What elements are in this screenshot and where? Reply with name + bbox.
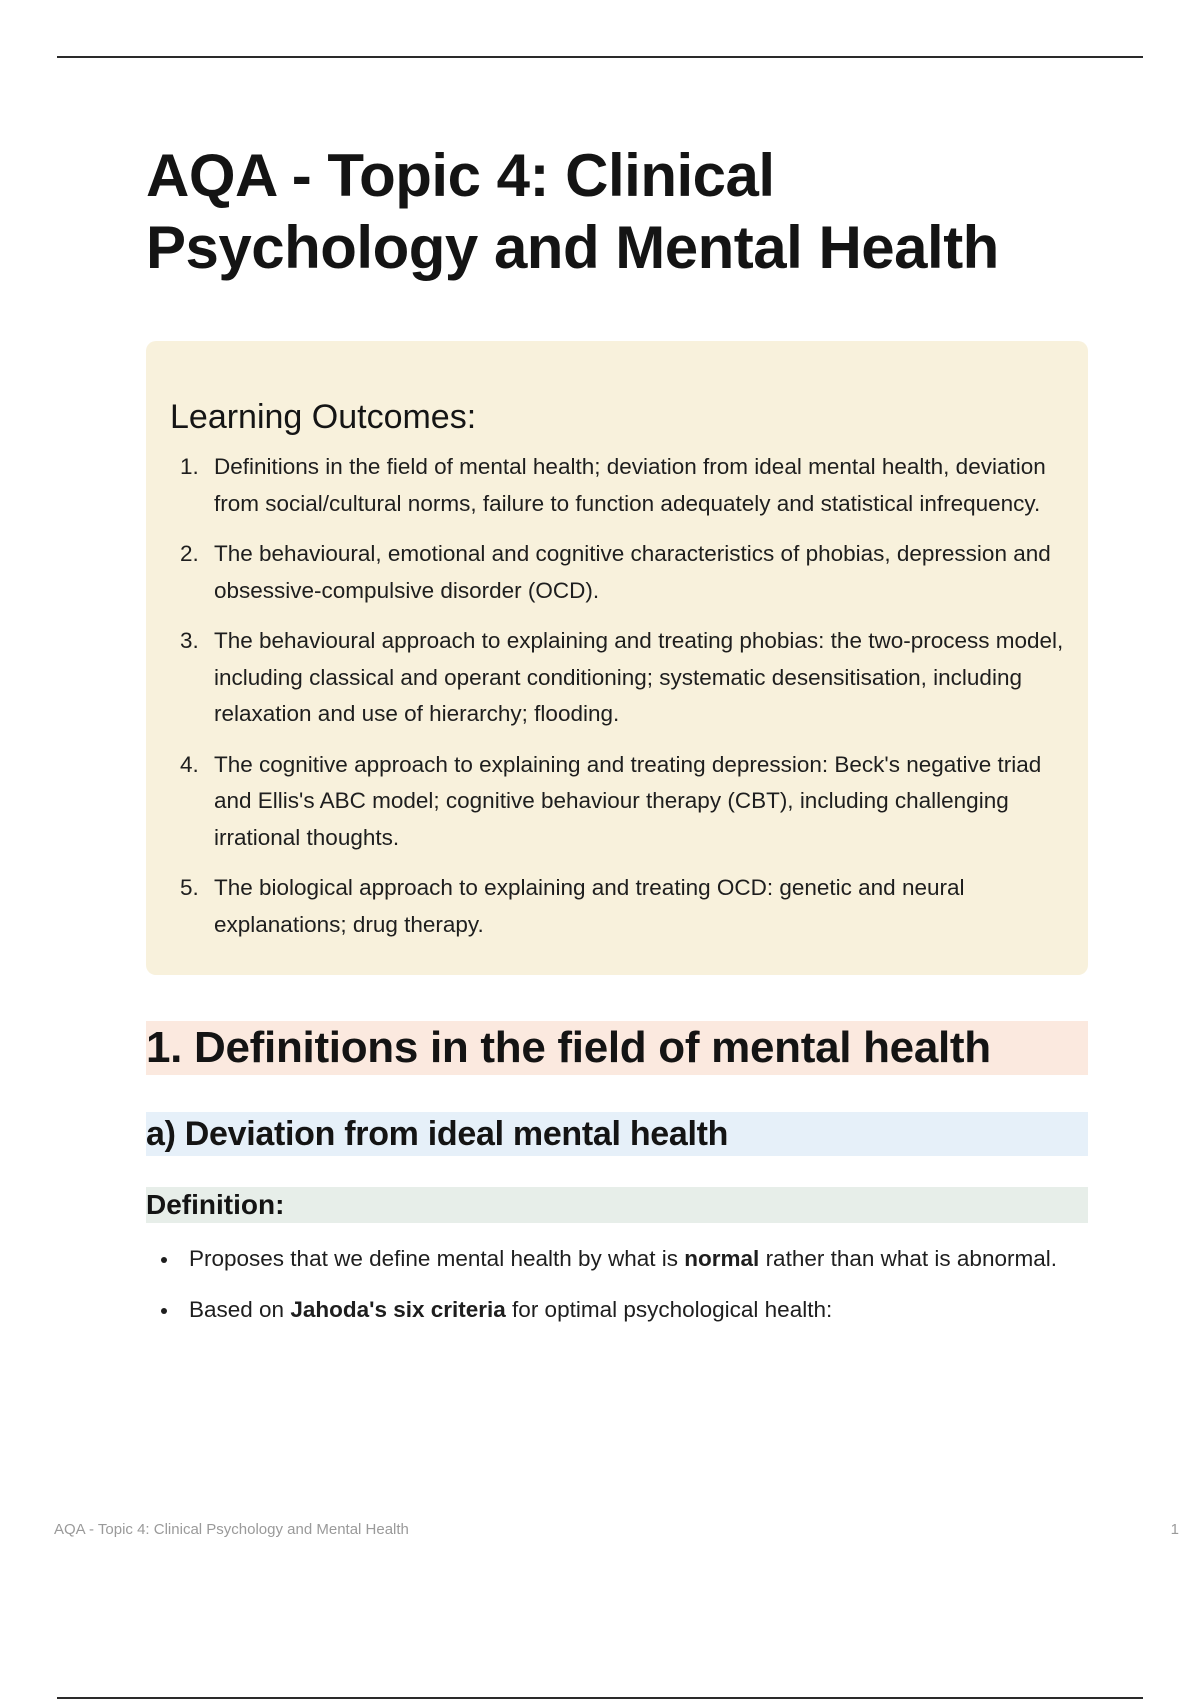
list-item-text: Definitions in the field of mental health; deviation from ideal mental health, deviation from social/cultural norms, failure to function adequately and statistical infrequency. <box>214 454 1046 516</box>
list-item-number: 5. <box>180 875 199 900</box>
section-heading: 1. Definitions in the field of mental health <box>146 1021 1088 1075</box>
list-item <box>170 449 1064 522</box>
list-item-number: 1. <box>180 454 199 479</box>
definition-heading: Definition: <box>146 1187 1088 1223</box>
page-content <box>146 140 1088 1342</box>
list-item-number: 4. <box>180 751 199 777</box>
bullet-bold-text: Jahoda's six criteria <box>290 1296 506 1322</box>
learning-outcomes-callout <box>146 341 1088 975</box>
list-item <box>146 1241 1088 1278</box>
list-item-text: The behavioural approach to explaining and treating phobias: the two-process model, including classical and operant conditioning; systematic desensitisation, including relaxation and use of hierarchy; flooding. <box>214 628 1064 726</box>
subsection-heading: a) Deviation from ideal mental health <box>146 1112 1088 1156</box>
bullet-text: Based on <box>189 1296 291 1322</box>
footer-page-number: 1 <box>1170 1521 1179 1538</box>
learning-outcomes-heading: Learning Outcomes: <box>170 398 477 436</box>
learning-outcomes-list <box>170 449 1064 943</box>
top-rule <box>57 56 1143 58</box>
bullet-icon <box>161 1308 167 1314</box>
list-item <box>170 747 1064 857</box>
list-item-number: 3. <box>180 628 199 653</box>
bullet-bold-text: normal <box>684 1246 760 1271</box>
list-item-text: The behavioural, emotional and cognitive characteristics of phobias, depression and obsessive-compulsive disorder (OCD). <box>214 541 1051 603</box>
list-item <box>170 870 1064 943</box>
list-item <box>170 623 1064 733</box>
bottom-rule <box>57 1697 1143 1699</box>
list-item-text: The cognitive approach to explaining and treating depression: Beck's negative triad and Ellis's ABC model; cognitive behaviour therapy (CBT), including challenging irrational thoughts. <box>214 751 1042 850</box>
definition-bullets <box>146 1241 1088 1328</box>
bullet-text: rather than what is abnormal. <box>759 1246 1057 1271</box>
list-item-text: The biological approach to explaining and treating OCD: genetic and neural explanations; drug therapy. <box>214 875 965 937</box>
footer-document-title: AQA - Topic 4: Clinical Psychology and Mental Health <box>54 1521 409 1538</box>
list-item <box>146 1292 1088 1329</box>
list-item <box>170 536 1064 609</box>
bullet-icon <box>161 1257 167 1263</box>
bullet-text: Proposes that we define mental health by what is <box>189 1246 685 1271</box>
page-title: AQA - Topic 4: Clinical Psychology and Mental Health <box>146 142 999 281</box>
list-item-number: 2. <box>180 541 199 566</box>
bullet-text: for optimal psychological health: <box>505 1296 833 1322</box>
